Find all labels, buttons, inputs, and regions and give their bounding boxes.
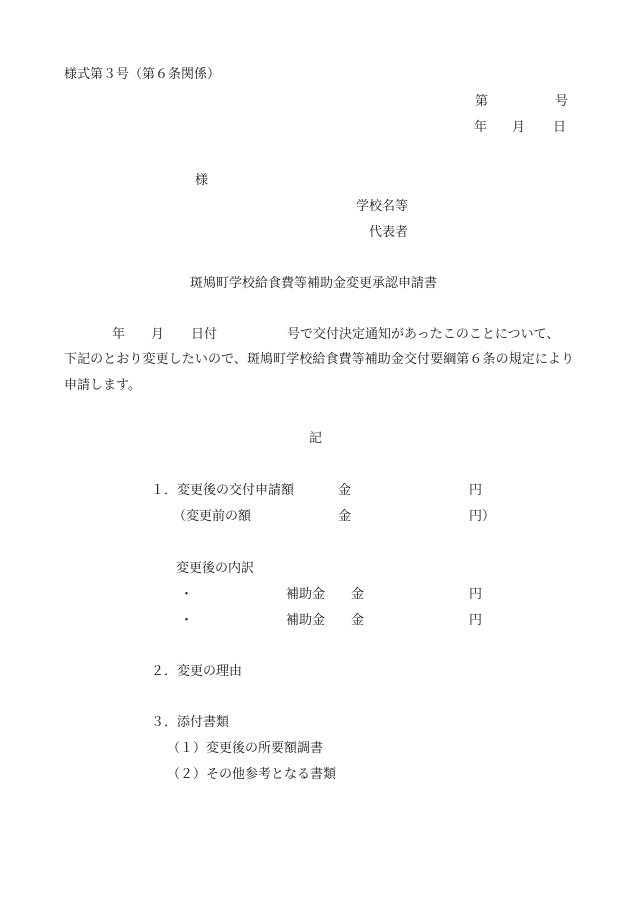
breakdown-heading: 変更後の内訳 <box>176 561 255 576</box>
breakdown-row-type: 補助金 <box>286 613 326 628</box>
attachment-item: （１）変更後の所要額調書 <box>167 741 324 756</box>
breakdown-row-kin: 金 <box>351 613 365 628</box>
form-label: 様式第３号（第６条関係） <box>64 67 221 82</box>
date-day: 日 <box>553 120 567 135</box>
breakdown-row-bullet: ・ <box>180 587 194 602</box>
number-prefix: 第 <box>475 94 489 109</box>
date-year: 年 <box>474 120 488 135</box>
addressee-suffix: 様 <box>195 173 209 188</box>
item1-prev-kin: 金 <box>338 509 352 524</box>
number-suffix: 号 <box>555 94 569 109</box>
item2-label: ２．変更の理由 <box>151 664 243 679</box>
item3-label: ３．添付書類 <box>151 715 230 730</box>
item1-yen: 円 <box>469 483 483 498</box>
body-month: 月 <box>151 327 165 342</box>
ki-heading: 記 <box>309 431 323 446</box>
attachment-item: （２）その他参考となる書類 <box>167 767 337 782</box>
item1-label: １．変更後の交付申請額 <box>151 483 295 498</box>
breakdown-row-kin: 金 <box>351 587 365 602</box>
breakdown-row-type: 補助金 <box>286 587 326 602</box>
body-year: 年 <box>112 327 126 342</box>
applicant-school: 学校名等 <box>356 199 409 214</box>
breakdown-row-bullet: ・ <box>180 613 194 628</box>
body-paragraph: 下記のとおり変更したいので、斑鳩町学校給食費等補助金交付要綱第６条の規定により申請します。 <box>64 352 574 393</box>
item1-prev-open: （変更前の額 <box>173 509 252 524</box>
document-title: 斑鳩町学校給食費等補助金変更承認申請書 <box>190 276 438 291</box>
applicant-representative: 代表者 <box>369 225 409 240</box>
breakdown-row-yen: 円 <box>469 613 483 628</box>
body-first-line: 号で交付決定通知があったこのことについて、 <box>287 327 560 342</box>
item1-prev-yen-close: 円） <box>469 509 496 524</box>
date-month: 月 <box>512 120 526 135</box>
item1-kin: 金 <box>338 483 352 498</box>
body-day-suffix: 日付 <box>191 327 218 342</box>
breakdown-row-yen: 円 <box>469 587 483 602</box>
